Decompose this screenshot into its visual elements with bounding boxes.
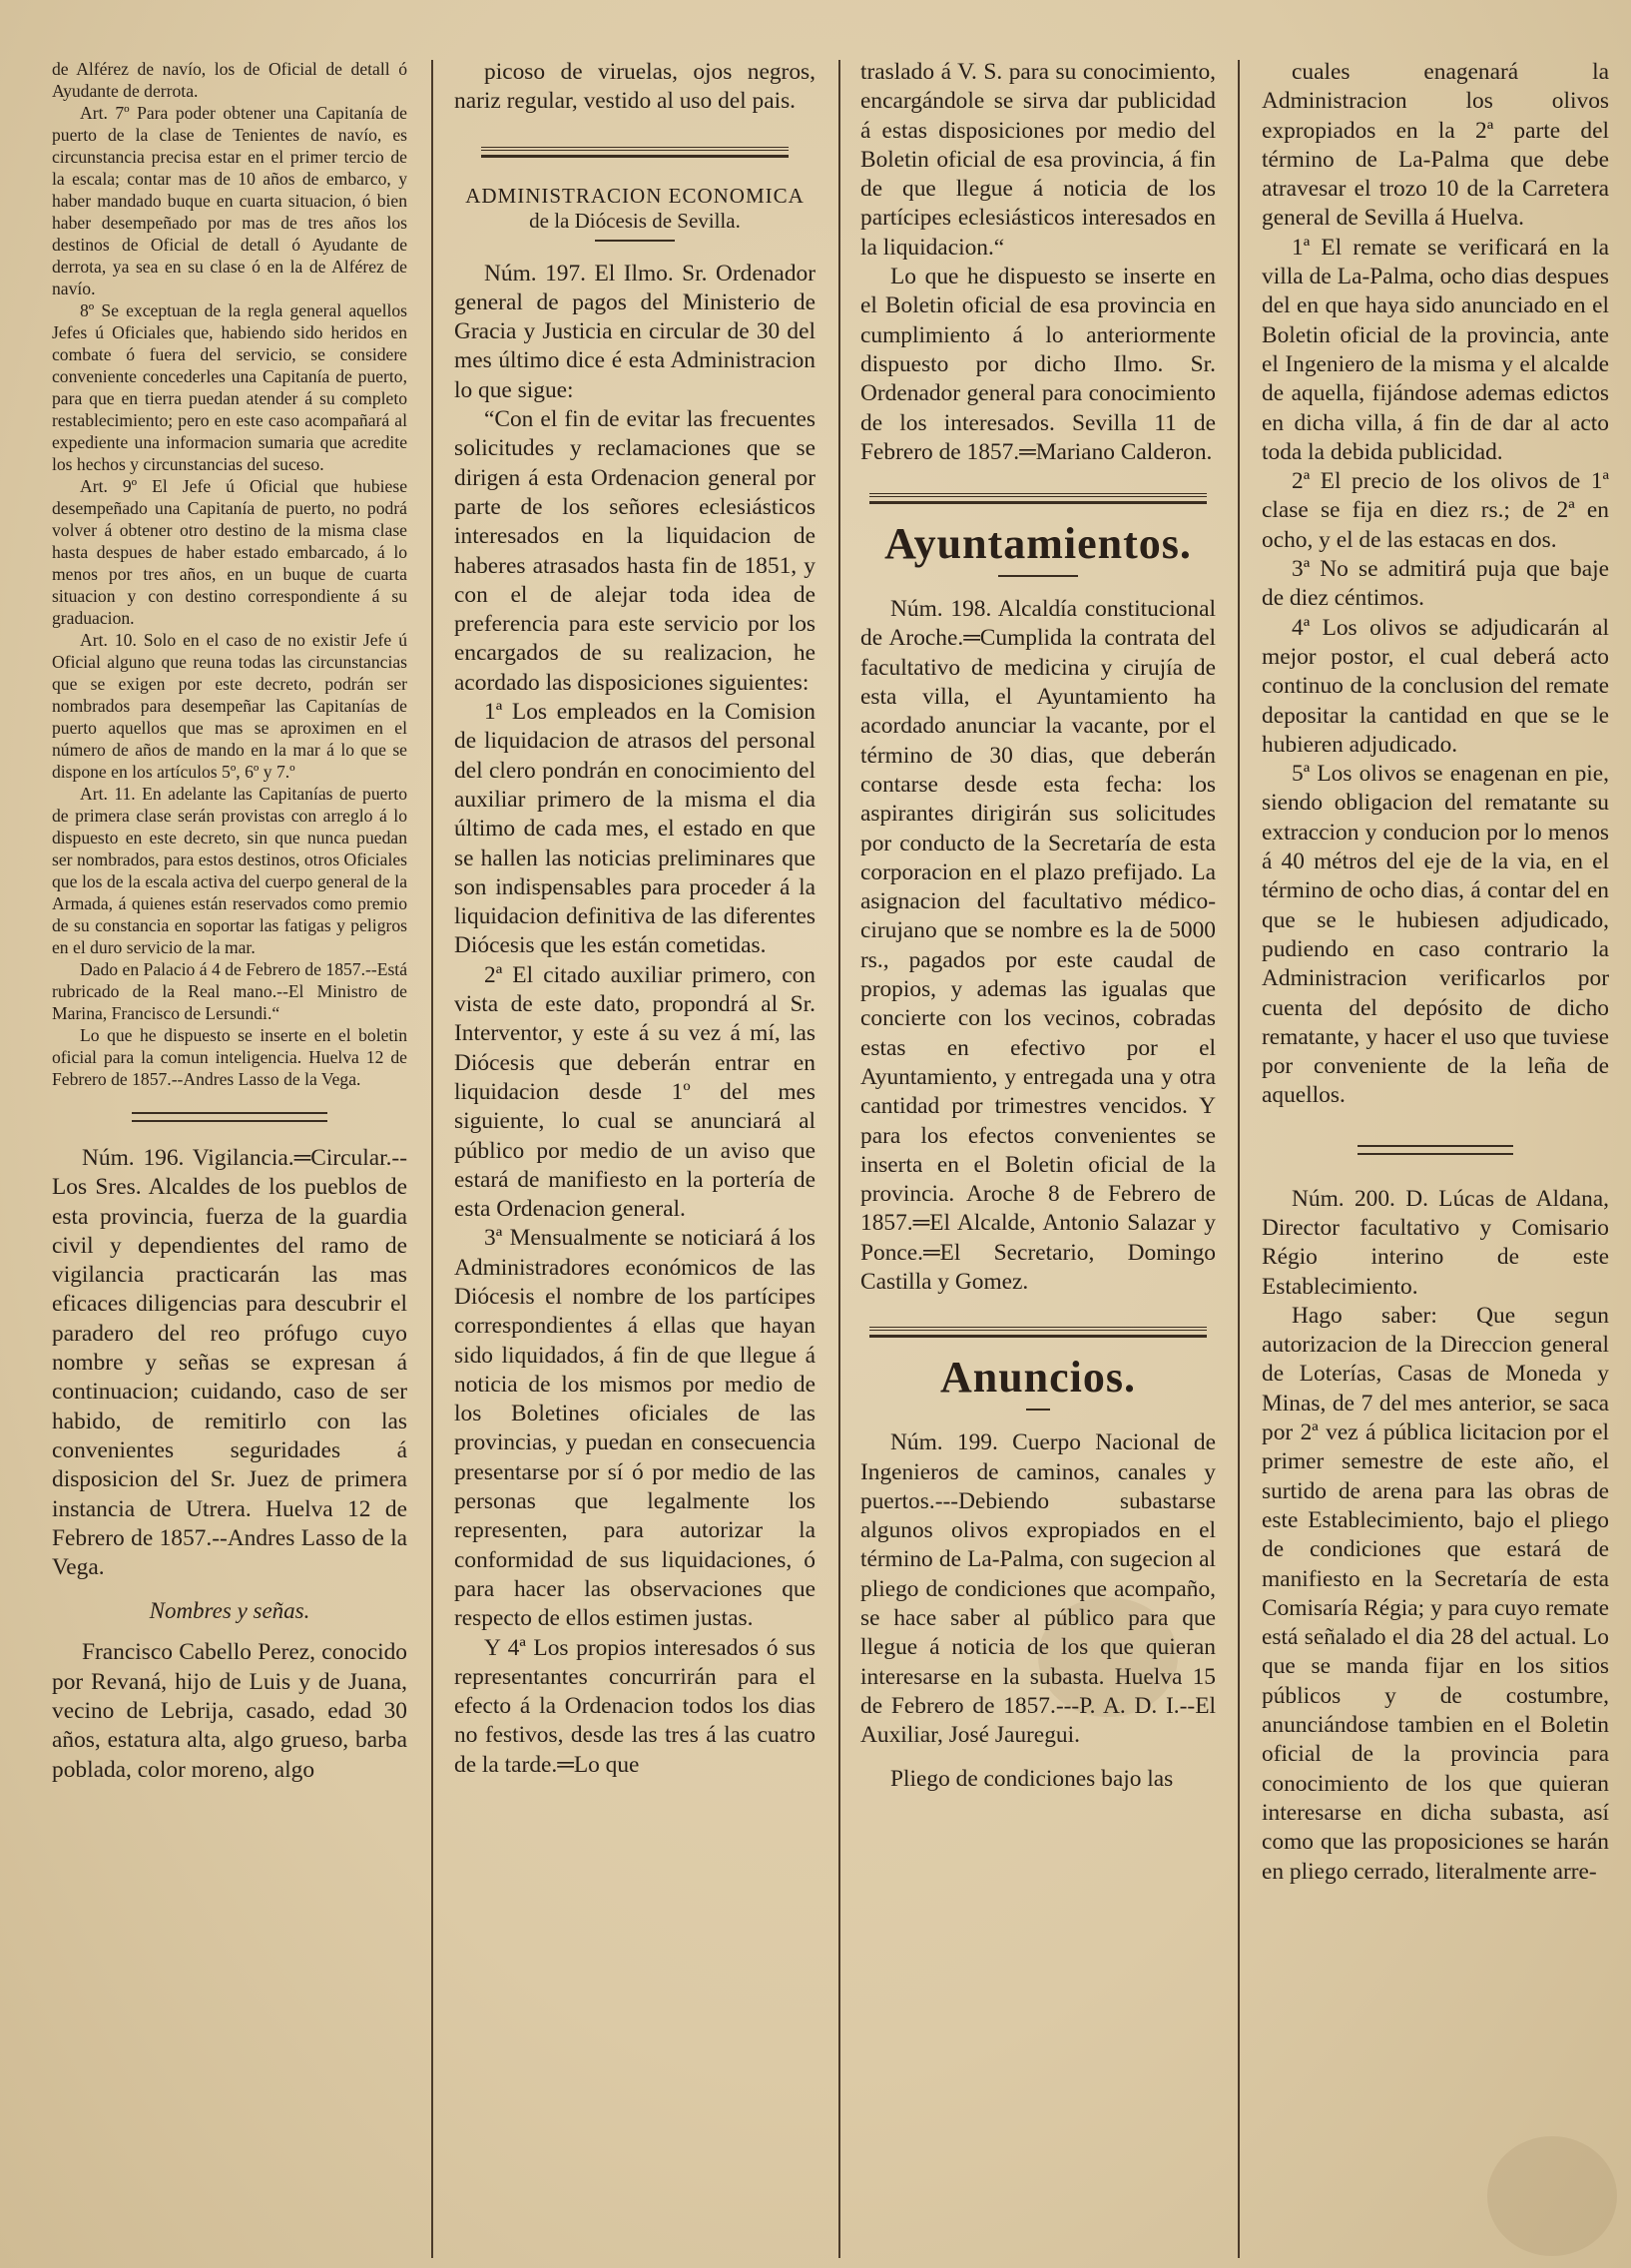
paragraph: 8º Se exceptuan de la regla general aquellos Jefes ú Oficiales que, habiendo sido heridos en combate ó fuera del servicio, se considere conveniente concederles una Capitanía de puerto, para que en tierra puedan atender á su completo restablecimiento; pero en este caso acompañará al expediente una informacion sumaria que acredite los hechos y circunstancias del suceso. — [52, 300, 407, 474]
notice-198: Núm. 198. Alcaldía constitucional de Aroche.═Cumplida la contrata del facultativo de medicina y cirujía de esta villa, el Ayuntamiento ha acordado anunciar la vacante, por el término de 30 dias, que deberán contarse desde esta fecha: los aspirantes dirigirán sus solicitudes por conducto de la Secretaría de esta corporacion en el plazo prefijado. La asignacion del facultativo médico-cirujano que se nombre es la de 5000 rs., pagados por este caudal de propios, y ademas las igualas que concierte con los vecinos, cobradas estas en efectivo por el Ayuntamiento, y entregada una y otra cantidad por trimestres vencidos. Y para los efectos convenientes se inserta en el Boletin oficial de la provincia. Aroche 8 de Febrero de 1857.═El Alcalde, Antonio Salazar y Ponce.═El Secretario, Domingo Castilla y Gomez. — [860, 596, 1216, 1295]
paragraph: Y 4ª Los propios interesados ó sus representantes concurrirán para el efecto á la Ordenacion todos los dias no festivos, desde las tres á las cuatro de la tarde.═Lo que — [454, 1634, 816, 1778]
separator — [869, 1327, 1207, 1338]
paragraph: Pliego de condiciones bajo las — [890, 1765, 1174, 1792]
paragraph: de Alférez de navío, los de Oficial de detall ó Ayudante de derrota. — [52, 59, 407, 101]
notice-197 — [454, 260, 816, 1780]
paragraph: Dado en Palacio á 4 de Febrero de 1857.--Está rubricado de la Real mano.--El Ministro de Marina, Francisco de Lersundi.“ — [52, 959, 407, 1023]
column-rule — [431, 60, 433, 2258]
section-title: Anuncios. — [939, 1353, 1137, 1403]
paragraph: Art. 11. En adelante las Capitanías de puerto de primera clase serán provistas con arreglo á lo dispuesto en este decreto, sin que nunca puedan ser nombrados, para estos destinos, otros Oficiales que los de la escala activa del cuerpo general de la Armada, á quienes están reservados como premio de su constancia en soportar las fatigas y peligros en el duro servicio de la mar. — [52, 784, 407, 957]
column-1 — [52, 58, 407, 1785]
paragraph: traslado á V. S. para su conocimiento, encargándole se sirva dar publicidad á estas disposiciones por medio del Boletin oficial de esa provincia, á fin de que llegue á noticia de los partícipes eclesiásticos interesados en la liquidacion.“ — [860, 59, 1216, 261]
separator — [132, 1112, 327, 1122]
paragraph: Núm. 197. El Ilmo. Sr. Ordenador general de pagos del Ministerio de Gracia y Justicia en circular de 30 del mes último dice é esta Administracion lo que sigue: — [454, 260, 816, 403]
column-rule — [838, 60, 840, 2258]
subheading: Nombres y señas. — [149, 1598, 310, 1624]
condition: 2ª El precio de los olivos de 1ª clase se fija en diez rs.; de 2ª en ocho, y el de las estacas en dos. — [1262, 468, 1609, 553]
separator — [869, 493, 1207, 504]
paragraph: Art. 10. Solo en el caso de no existir Jefe ú Oficial alguno que reuna todas las circunstancias que se exigen por este decreto, podrán ser nombrados para desempeñar las Capitanías de puerto aquellos que mas se aproximen en el número de años de mando en la mar á lo que se dispone en los artículos 5º, 6º y 7.º — [52, 630, 407, 782]
paragraph: Hago saber: Que segun autorizacion de la Direccion general de Loterías, Casas de Moneda y Minas, de 7 del mes anterior, se saca por 2ª vez á pública licitacion por el primer semestre de este año, el surtido de arena para las obras de este Establecimiento, bajo el pliego de condiciones que estará de manifiesto en la Secretaría de esta Comisaría Régia; y para cuyo remate está señalado el dia 28 del actual. Lo que se manda fijar en los sitios públicos y de costumbre, anunciándose tambien en el Boletin oficial de la provincia para conocimiento de los que quieran interesarse en dicha subasta, así como que las proposiciones se harán en pliego cerrado, literalmente arre- — [1262, 1302, 1609, 1885]
paragraph: 1ª Los empleados en la Comision de liquidacion de atrasos del personal del clero pondrán en conocimiento del auxiliar primero de la misma el dia último de cada mes, el estado en que se hallen las noticias preliminares que son indispensables para proceder á la liquidacion definitiva de las diferentes Diócesis que les están cometidas. — [454, 699, 816, 959]
paragraph: Francisco Cabello Perez, conocido por Revaná, hijo de Luis y de Juana, vecino de Lebrija, casado, edad 30 años, estatura alta, algo grueso, barba poblada, color moreno, algo — [52, 1639, 407, 1783]
paragraph: “Con el fin de evitar las frecuentes solicitudes y reclamaciones que se dirigen á esta Ordenacion general por parte de los señores eclesiásticos interesados en la liquidacion de haberes atrasados hasta fin de 1851, y con el de alejar toda idea de preferencia para este servicio por los encargados de su realizacion, he acordado las disposiciones siguientes: — [454, 406, 816, 696]
notice-200 — [1262, 1185, 1609, 1887]
condition: 5ª Los olivos se enagenan en pie, siendo obligacion del rematante su extraccion y conducion por lo menos á 40 métros del eje de la via, en el término de ocho dias, á contar del en que se le hubiesen adjudicado, pudiendo en caso contrario la Administracion verificarlos por cuenta del depósito de dicho rematante, y hacer el uso que tuviese por conveniente de la leña de aquellos. — [1262, 761, 1609, 1109]
condition: 4ª Los olivos se adjudicarán al mejor postor, el cual deberá acto continuo de la conclusion del remate depositar la cantidad en que se le hubieren adjudicado. — [1262, 614, 1609, 758]
condition: 3ª No se admitirá puja que baje de diez céntimos. — [1262, 556, 1609, 612]
condition: 1ª El remate se verificará en la villa de La-Palma, ocho dias despues del en que haya sido anunciado en el Boletin oficial de la provincia, ante el Ingeniero de la misma y el alcalde de aquella, fijándose ademas edictos en dicha villa, á fin de dar al acto toda la debida publicidad. — [1262, 234, 1609, 465]
column-2 — [454, 58, 816, 1780]
separator — [998, 575, 1078, 577]
separator — [481, 147, 789, 158]
separator — [595, 240, 675, 242]
separator — [1026, 1409, 1050, 1411]
separator — [1358, 1145, 1514, 1155]
paragraph: cuales enagenará la Administracion los olivos expropiados en la 2ª parte del término de La-Palma que debe atravesar el trozo 10 de la Carretera general de Sevilla á Huelva. — [1262, 59, 1609, 232]
paragraph: Art. 7º Para poder obtener una Capitanía de puerto de la clase de Tenientes de navío, es circunstancia precisa estar en el primer tercio de la escala; contar mas de 10 años de embarco, y haber mandado buque en cuarta situacion, ó bien haber desempeñado por mas de tres años los destinos de Oficial de detall ó Ayudante de derrota, ya sea en su clase ó en la de Alférez de navío. — [52, 103, 407, 298]
column-rule — [1238, 60, 1240, 2258]
column-4 — [1262, 58, 1609, 1887]
section-subheading: de la Diócesis de Sevilla. — [529, 208, 741, 233]
notice-199: Núm. 199. Cuerpo Nacional de Ingenieros de caminos, canales y puertos.---Debiendo subastarse algunos olivos expropiados en el término de La-Palma, con sugecion al pliego de condiciones que acompaño, se hace saber al público para que llegue á noticia de los que quieran interesarse en la subasta. Huelva 15 de Febrero de 1857.---P. A. D. I.--El Auxiliar, José Jauregui. — [860, 1429, 1216, 1749]
paragraph: Art. 9º El Jefe ú Oficial que hubiese desempeñado una Capitanía de puerto, no podrá volver á obtener otro destino de la misma clase hasta despues de haber estado embarcado, á lo menos por tres años, en un buque de cuarta situacion y con destino correspondiente á su graduacion. — [52, 476, 407, 628]
paragraph: picoso de viruelas, ojos negros, nariz regular, vestido al uso del pais. — [454, 59, 816, 115]
section-heading: ADMINISTRACION ECONOMICA — [465, 183, 805, 208]
notice-196 — [52, 1144, 407, 1785]
column-3 — [860, 58, 1216, 1794]
paragraph: 2ª El citado auxiliar primero, con vista de este dato, propondrá al Sr. Interventor, y este á su vez á mí, las Diócesis que deberán entrar en liquidacion desde 1º del mes siguiente, lo cual se anunciará al público por medio de un aviso que estará de manifiesto en la portería de esta Ordenacion general. — [454, 961, 816, 1223]
paragraph: Lo que he dispuesto se inserte en el Boletin oficial de esa provincia en cumplimiento á lo anteriormente dispuesto por dicho Ilmo. Sr. Ordenador general para conocimiento de los interesados. Sevilla 11 de Febrero de 1857.═Mariano Calderon. — [860, 264, 1216, 465]
paragraph: Núm. 200. D. Lúcas de Aldana, Director facultativo y Comisario Régio interino de este Establecimiento. — [1262, 1185, 1609, 1300]
paragraph: Núm. 196. Vigilancia.═Circular.--Los Sres. Alcaldes de los pueblos de esta provincia, fuerza de la guardia civil y dependientes del ramo de vigilancia practicarán las mas eficaces diligencias para descubrir el paradero del reo prófugo cuyo nombre y señas se expresan á continuacion; cuidando, caso de ser habido, de remitirlo con las convenientes seguridades á disposicion del Sr. Juez de primera instancia de Utrera. Huelva 12 de Febrero de 1857.--Andres Lasso de la Vega. — [52, 1145, 407, 1581]
section-title: Ayuntamientos. — [884, 519, 1192, 569]
paragraph: 3ª Mensualmente se noticiará á los Administradores económicos de las Diócesis el nombre de los partícipes correspondientes á ellas que hayan sido liquidados, á fin de que llegue á noticia de los mismos por medio de los Boletines oficiales de las provincias, y puedan en consecuencia presentarse por sí ó por medio de las personas que legalmente los representen, para autorizar la conformidad de sus liquidaciones, ó para hacer las observaciones que respecto de ellos estimen justas. — [454, 1225, 816, 1632]
decree-articles — [52, 58, 407, 1090]
paragraph: Lo que he dispuesto se inserte en el boletin oficial para la comun inteligencia. Huelva 12 de Febrero de 1857.--Andres Lasso de la Vega. — [52, 1025, 407, 1089]
paper-stain — [1487, 2136, 1617, 2256]
